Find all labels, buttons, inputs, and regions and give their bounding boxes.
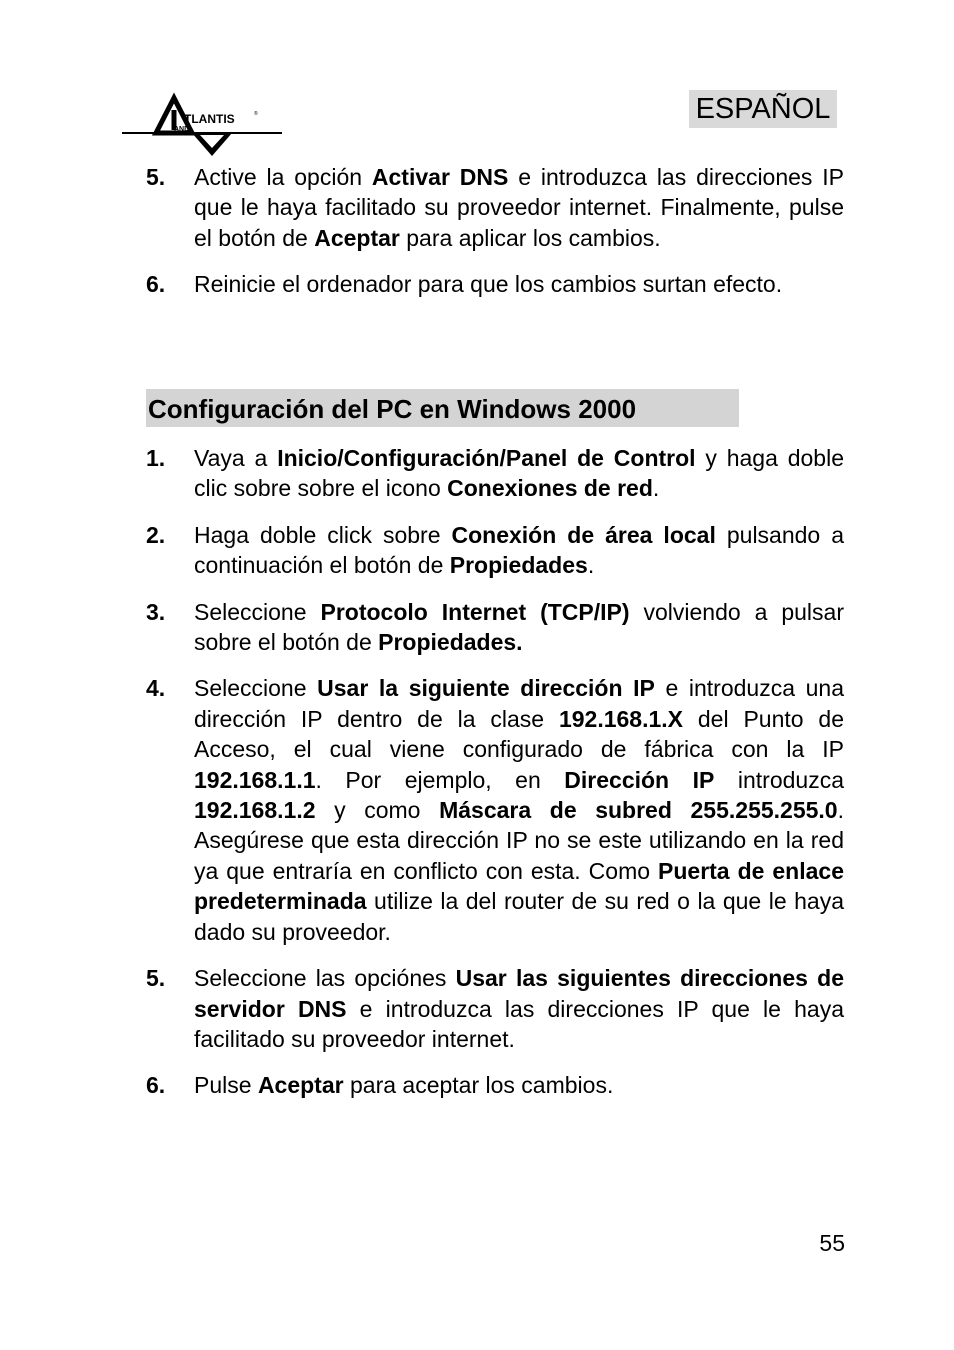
bold-term: Usar las siguientes direcciones de servidor DNS	[194, 965, 844, 1022]
bold-term: Activar DNS	[371, 164, 509, 190]
step-text	[194, 673, 844, 947]
bold-term: Puerta de enlace predeterminada	[194, 857, 845, 915]
step-number: 4.	[146, 675, 166, 702]
bold-term: Inicio/Configuración/Panel de Control	[277, 445, 696, 471]
bold-term: Protocolo Internet (TCP/IP)	[320, 598, 630, 625]
text-run: Seleccione las opciónes	[194, 965, 456, 992]
text-run: para aceptar los cambios.	[343, 1072, 614, 1099]
step-number: 3.	[146, 598, 166, 625]
list-item	[146, 673, 844, 947]
list-item	[146, 520, 844, 581]
text-run: del Punto de Acceso, el cual viene configurado de fábrica con la IP	[194, 705, 844, 763]
text-run: volviendo a pulsar sobre el botón de	[194, 598, 844, 656]
steps-list-b	[146, 443, 844, 1117]
text-run: utilize la del router de su red o la que le haya dado su proveedor.	[194, 888, 844, 945]
section-title: Configuración del PC en Windows 2000	[146, 389, 739, 427]
text-run: Pulse	[194, 1072, 258, 1099]
text-run: Vaya a	[194, 445, 278, 471]
bold-term: Dirección IP	[564, 766, 715, 793]
text-run: y como	[315, 797, 440, 824]
list-item	[146, 443, 844, 504]
bold-term: Usar la siguiente dirección IP	[317, 675, 655, 702]
step-number: 1.	[146, 445, 166, 471]
list-item	[146, 597, 844, 658]
step-text	[194, 1070, 844, 1100]
step-number: 6.	[146, 271, 166, 298]
bold-term: 192.168.1.X	[558, 705, 684, 732]
list-item	[146, 1070, 844, 1100]
svg-text:TLANTIS: TLANTIS	[184, 112, 235, 126]
text-run: . Por ejemplo, en	[315, 766, 565, 793]
text-run: para aplicar los cambios.	[399, 224, 661, 251]
bold-term: Conexiones de red	[447, 475, 653, 502]
bold-term: 192.168.1.2	[194, 797, 316, 824]
text-run: introduzca	[714, 766, 845, 793]
step-number: 5.	[146, 965, 166, 992]
bold-term: Aceptar	[257, 1072, 344, 1099]
step-text	[194, 269, 844, 299]
text-run: Active la opción	[194, 164, 372, 190]
text-run: .	[587, 552, 595, 579]
text-run: e introduzca las direcciones IP que le haya facilitado su proveedor internet. Finalmente, pulse el botón de	[194, 164, 845, 251]
svg-text:®: ®	[254, 111, 258, 117]
text-run: y haga doble clic sobre sobre el icono	[194, 445, 844, 502]
text-run: e introduzca una dirección IP dentro de la clase	[194, 675, 844, 732]
page-number: 55	[819, 1230, 845, 1256]
bold-term: 192.168.1.1	[194, 766, 316, 793]
logo-mark	[122, 98, 282, 156]
bold-term: Propiedades.	[378, 629, 523, 656]
atlantis-logo	[122, 90, 282, 162]
bold-term: Aceptar	[314, 224, 400, 251]
list-item	[146, 269, 844, 299]
step-text	[194, 520, 844, 581]
step-text	[194, 162, 844, 253]
text-run: Seleccione	[194, 675, 318, 702]
text-run: .	[652, 475, 660, 502]
step-number: 5.	[146, 164, 166, 190]
text-run: . Asegúrese que esta dirección IP no se este utilizando en la red ya que entraría en conflicto con esta. Como	[194, 797, 844, 884]
text-run: pulsando a continuación el botón de	[194, 521, 845, 579]
step-text	[194, 597, 844, 658]
step-number: 6.	[146, 1072, 166, 1099]
step-text	[194, 443, 844, 504]
step-text	[194, 963, 844, 1054]
bold-term: Propiedades	[449, 552, 588, 579]
list-item	[146, 963, 844, 1054]
bold-term: Máscara de subred 255.255.255.0	[439, 797, 838, 824]
bold-term: Conexión de área local	[451, 521, 716, 548]
text-run: Haga doble click sobre	[194, 521, 452, 548]
steps-list-a	[146, 162, 844, 316]
text-run: e introduzca las direcciones IP que le haya facilitado su proveedor internet.	[194, 995, 844, 1052]
step-number: 2.	[146, 521, 166, 548]
list-item	[146, 162, 844, 253]
text-run: Reinicie el ordenador para que los cambios surtan efecto.	[194, 271, 783, 298]
svg-text:AND: AND	[174, 126, 190, 133]
language-label: ESPAÑOL	[689, 90, 837, 128]
text-run: Seleccione	[194, 598, 321, 625]
